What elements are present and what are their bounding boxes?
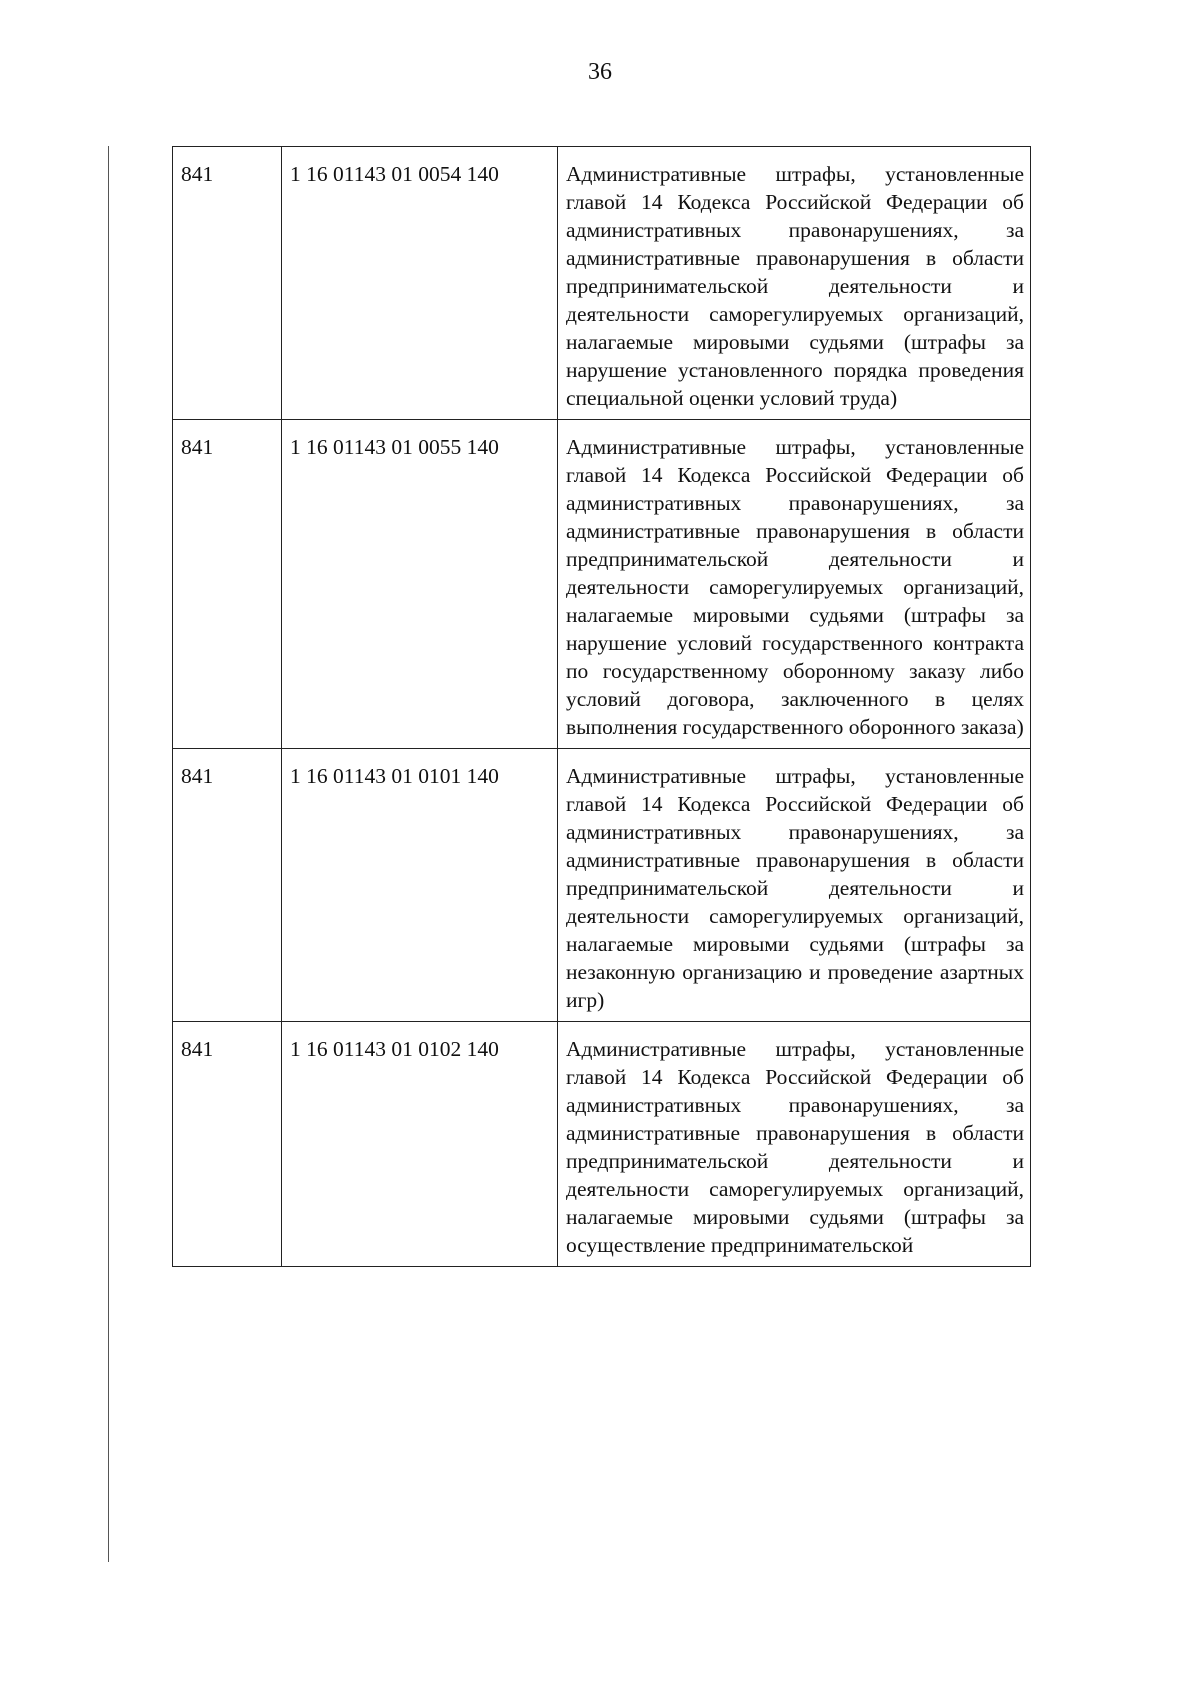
page-number: 36 bbox=[588, 59, 612, 85]
revenue-description-cell: Административные штрафы, установленные главой 14 Кодекса Российской Федерации об административных правонарушениях, за административные правонарушения в области предпринимательской деятельности и деятельности саморегулируемых организаций, налагаемые мировыми судьями (штрафы за нарушение условий государственного контракта по государственному оборонному заказу либо условий договора, заключенного в целях выполнения государственного оборонного заказа) bbox=[558, 420, 1031, 749]
table-row bbox=[173, 1022, 1031, 1267]
budget-classification-code-cell: 1 16 01143 01 0055 140 bbox=[282, 420, 558, 749]
budget-classification-code-cell: 1 16 01143 01 0102 140 bbox=[282, 1022, 558, 1267]
admin-code-cell: 841 bbox=[173, 749, 282, 1022]
budget-classification-code-cell: 1 16 01143 01 0101 140 bbox=[282, 749, 558, 1022]
revenue-code-table bbox=[172, 146, 1031, 1267]
admin-code-cell: 841 bbox=[173, 420, 282, 749]
table-row bbox=[173, 420, 1031, 749]
budget-classification-code-cell: 1 16 01143 01 0054 140 bbox=[282, 147, 558, 420]
admin-code-cell: 841 bbox=[173, 147, 282, 420]
revenue-description-cell: Административные штрафы, установленные главой 14 Кодекса Российской Федерации об административных правонарушениях, за административные правонарушения в области предпринимательской деятельности и деятельности саморегулируемых организаций, налагаемые мировыми судьями (штрафы за осуществление предпринимательской bbox=[558, 1022, 1031, 1267]
table-row bbox=[173, 749, 1031, 1022]
revenue-description-cell: Административные штрафы, установленные главой 14 Кодекса Российской Федерации об административных правонарушениях, за административные правонарушения в области предпринимательской деятельности и деятельности саморегулируемых организаций, налагаемые мировыми судьями (штрафы за незаконную организацию и проведение азартных игр) bbox=[558, 749, 1031, 1022]
left-margin-line bbox=[108, 146, 109, 1562]
admin-code-cell: 841 bbox=[173, 1022, 282, 1267]
table-row bbox=[173, 147, 1031, 420]
revenue-description-cell: Административные штрафы, установленные главой 14 Кодекса Российской Федерации об административных правонарушениях, за административные правонарушения в области предпринимательской деятельности и деятельности саморегулируемых организаций, налагаемые мировыми судьями (штрафы за нарушение установленного порядка проведения специальной оценки условий труда) bbox=[558, 147, 1031, 420]
